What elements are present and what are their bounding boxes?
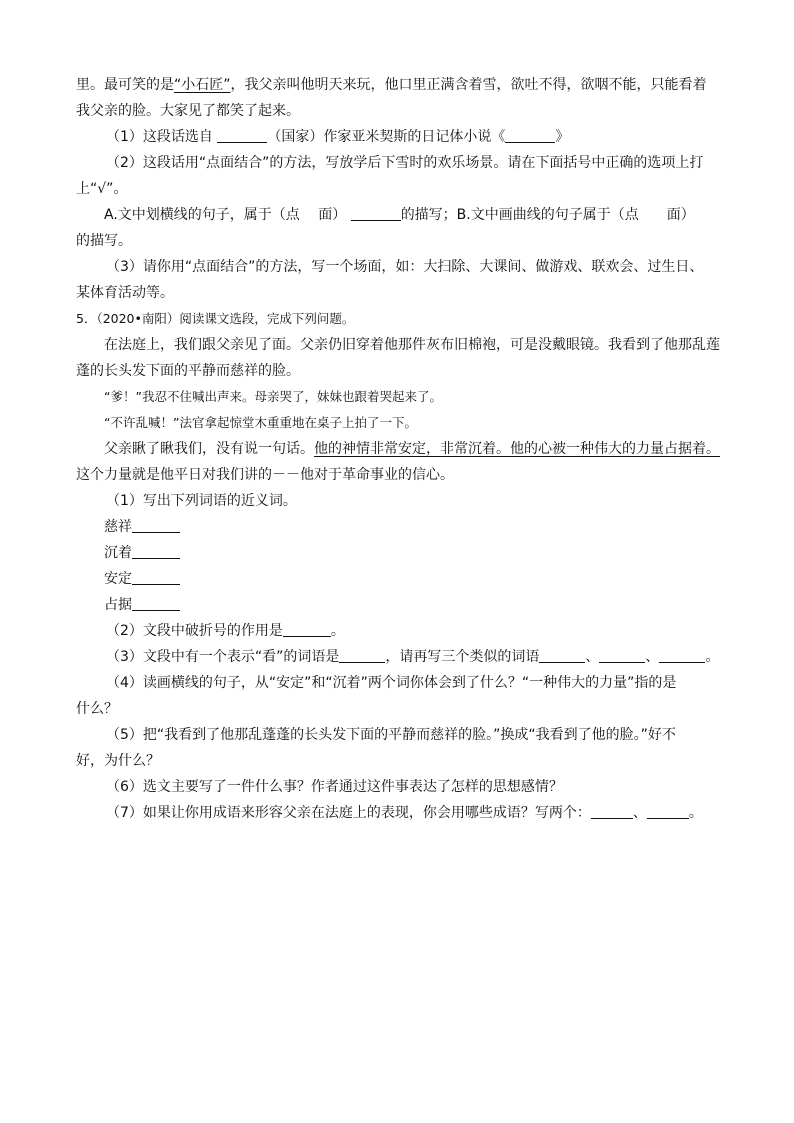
q5-header: 5．（2020•南阳）阅读课文选段，完成下列问题。 [76, 311, 355, 326]
q5-sub5-line-2: 好，为什么？ [76, 753, 160, 769]
passage-para-3: “不许乱喊！”法官拿起惊堂木重重地在桌子上拍了一下。 [104, 415, 417, 430]
text: 。 [688, 805, 703, 821]
passage-para-2: “爹！”我忍不住喊出声来。母亲哭了，妹妹也跟着哭起来了。 [104, 389, 442, 404]
passage-para-1-line-1: 在法庭上，我们跟父亲见了面。父亲仍旧穿着他那件灰布旧棉袍，可是没戴眼镜。我看到了他那乱莲 [104, 337, 720, 353]
answer-blank[interactable] [217, 127, 267, 143]
q4-ab-line-2: 的描写。 [76, 233, 132, 249]
answer-blank[interactable] [132, 569, 180, 585]
text: 》 [555, 129, 570, 145]
q4-sub3-line-2: 某体育活动等。 [76, 285, 174, 301]
text: （1）这段话选自 [106, 129, 218, 145]
text: 。 [705, 649, 720, 665]
text: 、 [585, 649, 600, 665]
answer-blank[interactable] [505, 127, 555, 143]
answer-blank[interactable] [599, 647, 645, 663]
intro-line-2: 我父亲的脸。大家见了都笑了起来。 [76, 103, 300, 119]
answer-blank[interactable] [283, 621, 331, 637]
text: 父亲瞅了瞅我们，没有说一句话。 [104, 441, 314, 457]
text: 。 [330, 623, 345, 639]
answer-blank[interactable] [539, 647, 585, 663]
q5-sub4-line-2: 什么？ [76, 701, 118, 717]
passage-para-4-line-1 [76, 436, 721, 462]
text: 的描写；B.文中画曲线的句子属于（点 面） [400, 207, 695, 223]
underlined-sentence: 他的神情非常安定，非常沉着。他的心被一种伟大的力量占据着。 [314, 441, 720, 457]
text: 、 [632, 805, 647, 821]
q5-sub3 [76, 644, 721, 670]
answer-blank[interactable] [659, 647, 705, 663]
synonym-item [76, 514, 721, 540]
text: （国家）作家亚米契斯的日记体小说《 [267, 129, 506, 145]
text: （7）如果让你用成语来形容父亲在法庭上的表现，你会用哪些成语？写两个： [106, 805, 591, 821]
word: 慈祥 [104, 519, 132, 535]
answer-blank[interactable] [132, 517, 180, 533]
q5-sub7 [76, 800, 721, 826]
passage-para-4-line-2: 这个力量就是他平日对我们讲的－－他对于革命事业的信心。 [76, 467, 454, 483]
text: （3）文段中有一个表示“看”的词语是 [106, 649, 340, 665]
document-page [76, 72, 721, 826]
word: 占据 [104, 597, 132, 613]
synonym-item [76, 540, 721, 566]
intro-line-1 [76, 72, 721, 98]
q4-ab-line-1 [76, 202, 721, 228]
q5-sub5-line-1: （5）把“我看到了他那乱蓬蓬的长头发下面的平静而慈祥的脸。”换成“我看到了他的脸。”好不 [106, 727, 676, 743]
underlined-quote: “小石匠” [174, 77, 231, 93]
answer-blank[interactable] [132, 595, 180, 611]
q4-sub2-line-2: 上“√”。 [76, 181, 128, 197]
q5-sub1: （1）写出下列词语的近义词。 [106, 493, 297, 509]
text: 里。最可笑的是 [76, 77, 174, 93]
q5-sub2 [76, 618, 721, 644]
q5-sub4-line-1: （4）读画横线的句子，从“安定”和“沉着”两个词你体会到了什么？“一种伟大的力量”指的是 [106, 675, 677, 691]
text: ，请再写三个类似的词语 [385, 649, 540, 665]
text: A.文中划横线的句子，属于（点 面） [104, 207, 347, 223]
word: 沉着 [104, 545, 132, 561]
q5-sub6: （6）选文主要写了一件什么事？作者通过这件事表达了怎样的思想感情？ [106, 779, 563, 795]
synonym-item [76, 592, 721, 618]
synonym-item [76, 566, 721, 592]
passage-para-1-line-2: 蓬的长头发下面的平静而慈祥的脸。 [76, 363, 300, 379]
answer-blank[interactable] [647, 803, 689, 819]
word: 安定 [104, 571, 132, 587]
answer-blank[interactable] [351, 205, 401, 221]
text: （2）文段中破折号的作用是 [106, 623, 283, 639]
q4-sub1 [76, 124, 721, 150]
answer-blank[interactable] [339, 647, 385, 663]
text: 、 [645, 649, 660, 665]
q4-sub3-line-1: （3）请你用“点面结合”的方法，写一个场面，如：大扫除、大课间、做游戏、联欢会、过生日、 [106, 259, 704, 275]
answer-blank[interactable] [591, 803, 633, 819]
answer-blank[interactable] [132, 543, 180, 559]
text: ，我父亲叫他明天来玩，他口里正满含着雪，欲吐不得，欲咽不能，只能看着 [230, 77, 707, 93]
q4-sub2-line-1: （2）这段话用“点面结合”的方法，写放学后下雪时的欢乐场景。请在下面括号中正确的选项上打 [106, 155, 704, 171]
